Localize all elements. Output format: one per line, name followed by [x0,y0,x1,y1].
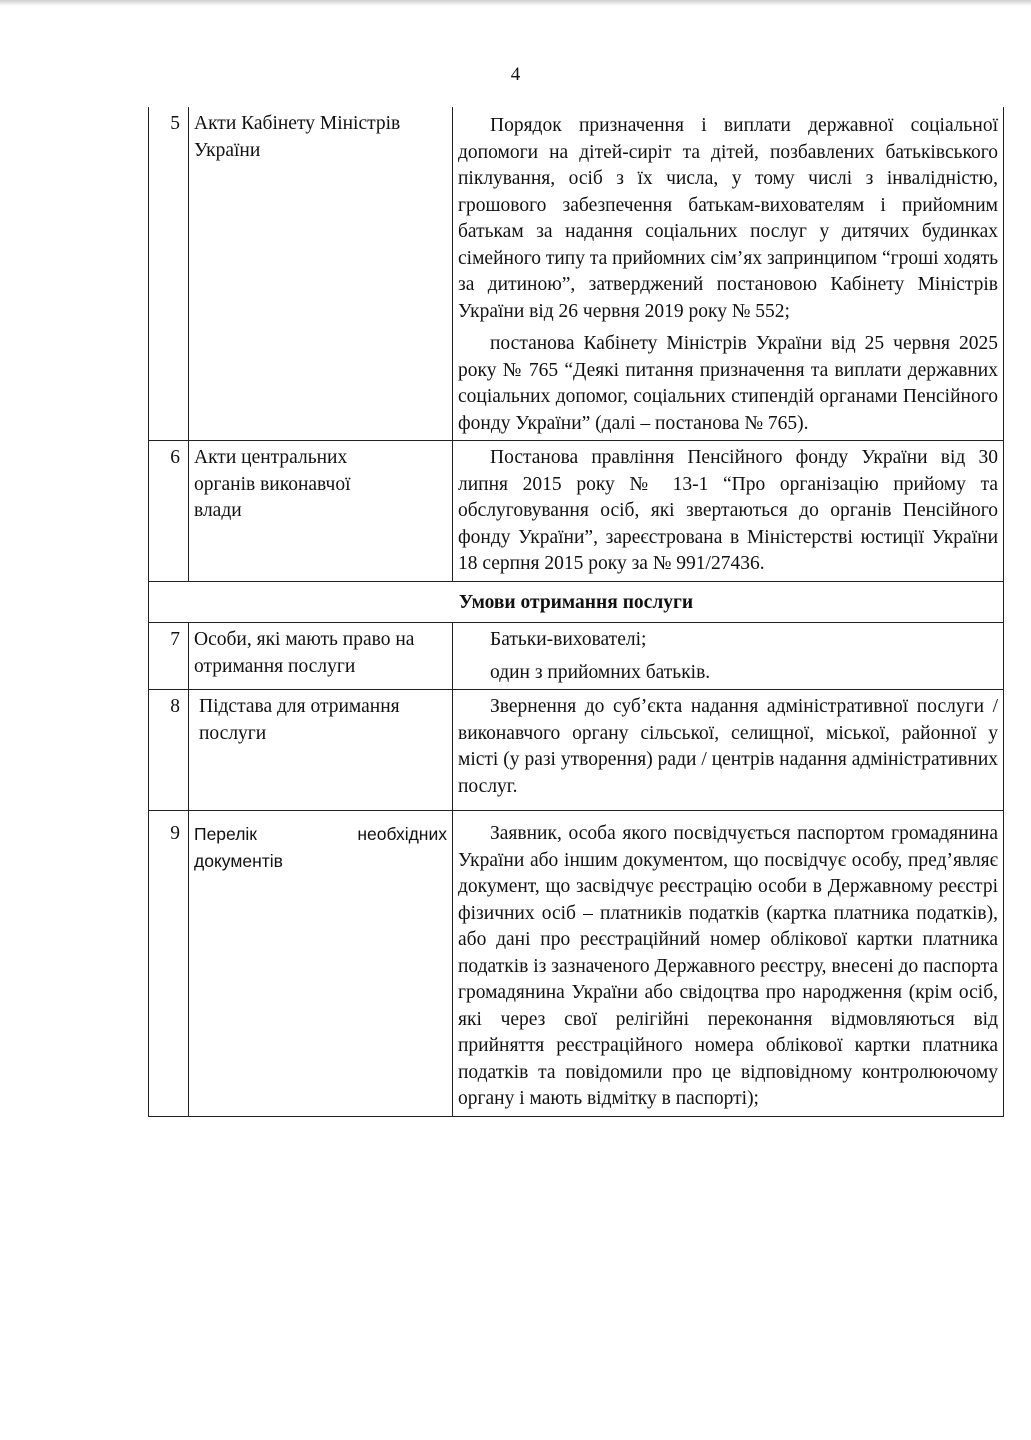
row-title-line: документів [194,850,283,871]
row-content [453,690,1004,811]
content-paragraph: Заявник, особа якого посвідчується паспортом громадянина України або іншим документом, що посвідчує особу, пред’являє документ, що засвідчує реєстрацію особи в Державному реєстрі фізичних осіб – платників податків (картка платника податків), або дані про реєстраційний номер облікової картки платника податків із зазначеного Державного реєстру, внесені до паспорта громадянина України або свідоцтва про народження (крім осіб, які через свої релігійні переконання відмовляються від прийняття реєстраційного номера облікової картки платника податків та повідомили про це відповідному контролюючому органу і мають відмітку в паспорті); [458,823,998,1109]
content-paragraph: постанова Кабінету Міністрів України від 25 червня 2025 року № 765 “Деякі питання призначення та виплати державних соціальних допомог, соціальних стипендій органами Пенсійного фонду України” (далі – постанова № 765). [458,333,998,434]
table-row-6 [149,441,1004,582]
row-number: 8 [149,690,189,811]
content-paragraph: Батьки-вихователі; [490,629,647,650]
row-title-line: Перелік необхідних [194,824,447,844]
row-number: 7 [149,623,189,690]
row-content [453,441,1004,582]
content-paragraph: Звернення до суб’єкта надання адміністративної послуги / виконавчого органу сільської, селищної, міської, районної у місті (у разі утворення) ради / центрів надання адміністративних послуг. [458,696,998,797]
row-title [189,811,453,1117]
table-row-7 [149,623,1004,690]
row-number: 6 [149,441,189,582]
row-content [453,623,1004,690]
content-paragraph: Постанова правління Пенсійного фонду України від 30 липня 2015 року № 13-1 “Про організацію прийому та обслуговування осіб, які звертаються до органів Пенсійного фонду України”, зареєстрована в Міністерстві юстиції України 18 серпня 2015 року за № 991/27436. [458,447,998,574]
row-title: Особи, які мають право на отримання послуги [189,623,453,690]
scan-edge [0,0,1031,6]
section-row [149,581,1004,623]
row-number: 5 [149,107,189,441]
row-title: Акти центральних органів виконавчої влади [189,441,453,582]
table-row-9 [149,811,1004,1117]
row-title: Підстава для отримання послуги [189,690,453,811]
content-paragraph: Порядок призначення і виплати державної соціальної допомоги на дітей-сиріт та дітей, позбавлених батьківського піклування, осіб з їх числа, у тому числі з інвалідністю, грошового забезпечення батькам-вихователям і прийомним батькам за надання соціальних послуг у дитячих будинках сімейного типу та прийомних сім’ях запринципом “гроші ходять за дитиною”, затверджений постановою Кабінету Міністрів України від 26 червня 2019 року № 552; [458,115,998,322]
row-content [453,811,1004,1117]
table-row-5 [149,107,1004,441]
content-paragraph: один з прийомних батьків. [490,661,711,683]
section-title: Умови отримання послуги [149,581,1004,623]
service-info-table [148,107,1004,1117]
table-row-8 [149,690,1004,811]
page-number: 4 [510,64,521,85]
row-number: 9 [149,811,189,1117]
row-content [453,107,1004,441]
row-title: Акти Кабінету Міністрів України [189,107,453,441]
